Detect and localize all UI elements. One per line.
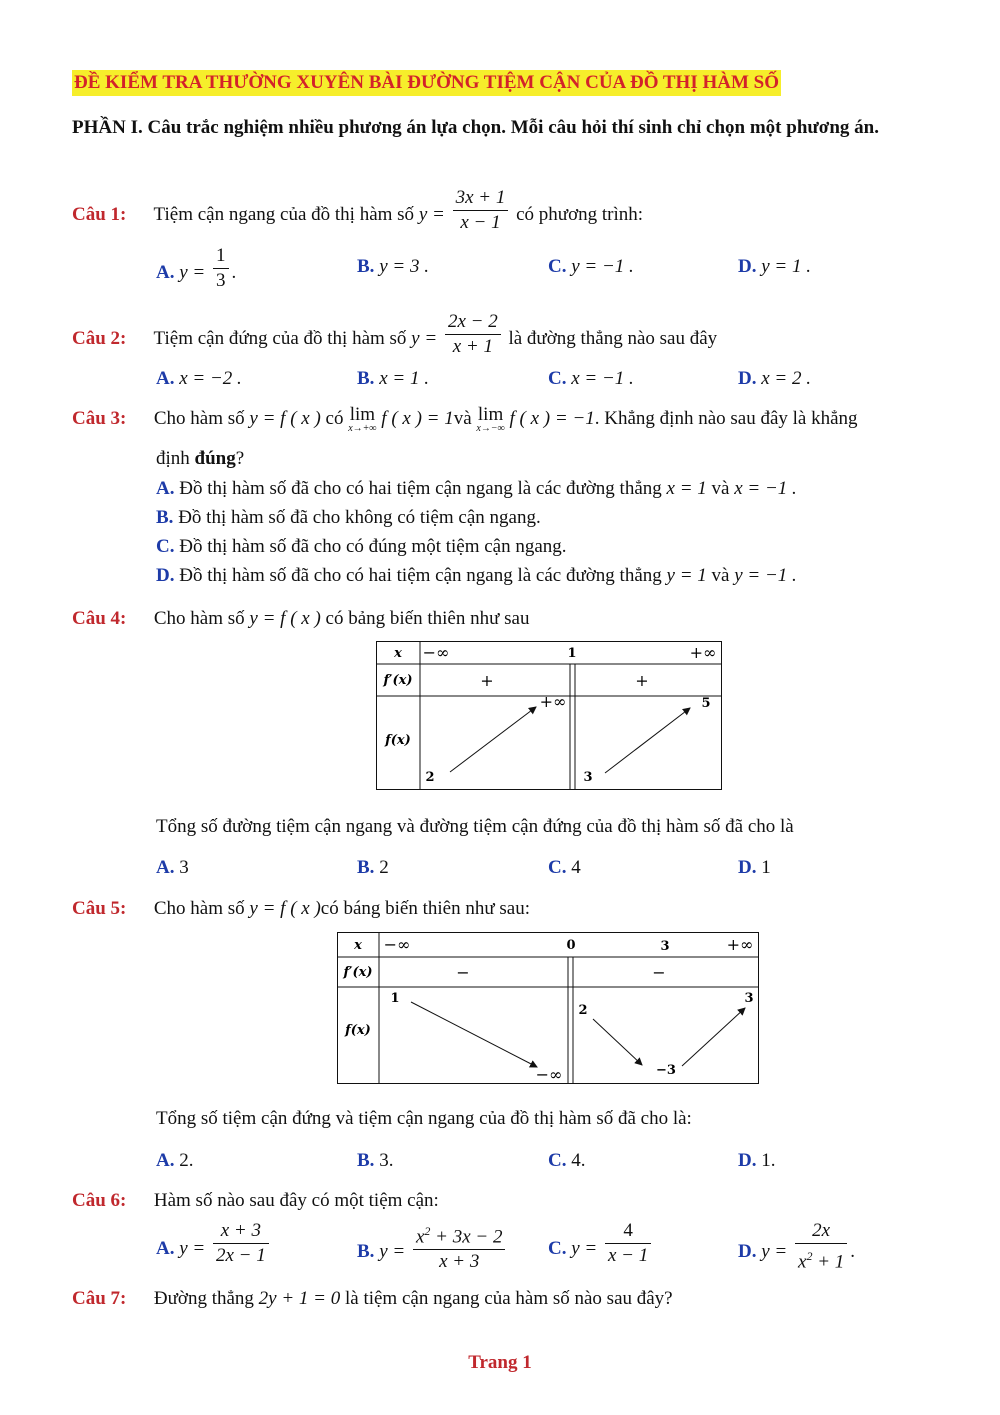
question-6 [72,1188,439,1214]
question-7 [72,1286,673,1312]
den-part: + 1 [812,1251,845,1273]
f-value: −∞ [535,1065,563,1084]
sign: + [635,671,649,690]
question-text: Cho hàm số [153,608,245,629]
q6-option-d[interactable] [738,1220,856,1274]
question-text: có báng biến thiên như sau: [320,898,531,919]
numerator: 2x [795,1219,847,1244]
option-text: Đồ thị hàm số đã cho có hai tiệm cận ngang là các đường thẳng [179,565,662,586]
x-value: +∞ [726,935,754,954]
q4-option-a[interactable] [156,855,189,881]
option-value: x = −2 . [179,368,242,389]
x-value: 0 [566,938,576,953]
q4-option-c[interactable] [548,855,581,881]
question-label: Câu 2: [72,327,127,349]
question-text: là đường thẳng nào sau đây [508,327,718,349]
option-value: y = 1 . [761,256,811,277]
q5-option-a[interactable] [156,1148,193,1174]
x-value: −∞ [422,643,450,662]
equation: 2y + 1 = 0 [258,1288,341,1309]
f-value: 5 [701,696,711,711]
option-letter: A. [156,478,175,499]
denominator: 3 [216,270,226,291]
option-letter: D. [738,1241,757,1263]
q3-option-b[interactable] [156,505,541,531]
f-value: −3 [656,1063,676,1078]
fraction [413,1219,506,1274]
sign: − [456,963,470,982]
option-letter: D. [738,857,757,878]
question-label: Câu 1: [72,203,127,225]
lim-subscript: x→−∞ [476,423,505,434]
q3-option-d[interactable] [156,563,797,589]
option-letter: B. [357,256,375,277]
punctuation: ? [235,448,245,469]
x-value: 3 [660,939,670,954]
num-part: x [415,1226,425,1248]
f-value: 2 [425,770,435,785]
lim-word: lim [349,404,376,425]
option-value: y = −1 . [571,256,634,277]
limit-minus-inf [476,406,504,434]
denominator: x − 1 [460,212,501,233]
option-text: Đồ thị hàm số đã cho không có tiệm cận ngang. [178,507,541,528]
option-letter: A. [156,1237,175,1259]
option-letter: A. [156,368,175,389]
question-5 [72,896,530,922]
fprime-label: f′(x) [383,673,413,688]
numerator: x + 3 [213,1219,269,1244]
q2-option-d[interactable] [738,366,811,392]
variation-table-q4 [376,641,722,791]
q1-option-d[interactable] [738,254,811,280]
q4-option-d[interactable] [738,855,771,881]
option-text: và [711,565,730,586]
option-letter: A. [156,1150,175,1171]
question-text: có phương trình: [516,203,644,225]
punctuation: . [231,261,237,283]
option-letter: C. [156,536,175,557]
function-expr: y = f ( x ) [249,898,321,919]
fraction [213,244,229,293]
x-value: −∞ [383,935,411,954]
numerator: 4 [605,1219,651,1244]
question-text: Cho hàm số [153,408,245,429]
question-text: Hàm số nào sau đây có một tiệm cận: [153,1190,439,1211]
question-3 [72,406,858,434]
option-text: Đồ thị hàm số đã cho có hai tiệm cận ngang là các đường thẳng [179,478,662,499]
question-text: định [156,448,195,469]
option-value: 1. [761,1150,776,1171]
option-letter: C. [548,368,567,389]
math-lhs: y = [418,203,445,225]
option-value: 4. [571,1150,586,1171]
option-letter: D. [738,1150,757,1171]
option-math: y = −1 . [734,565,797,586]
q4-question: Tổng số đường tiệm cận ngang và đường tiệm cận đứng của đồ thị hàm số đã cho là [156,816,794,837]
increase-arrow [605,708,690,773]
q5-option-c[interactable] [548,1148,585,1174]
den-part: x [798,1251,807,1273]
question-text: có [325,408,344,429]
question-label: Câu 3: [72,408,127,429]
q2-option-a[interactable] [156,366,242,392]
f-label: f(x) [345,1023,371,1038]
option-letter: B. [357,1241,375,1263]
q3-option-a[interactable] [156,476,797,502]
part-heading: PHẦN I. Câu trắc nghiệm nhiều phương án lựa chọn. Mỗi câu hỏi thí sinh chỉ chọn một phương án. [72,117,879,138]
denominator: x + 3 [439,1251,480,1273]
denominator [795,1244,847,1274]
limit-expr: f ( x ) = 1 [381,408,454,429]
option-math: x = 1 [666,478,707,499]
math-lhs: y = [379,1241,406,1263]
x-label: x [354,938,362,953]
math-lhs: y = [571,1237,598,1259]
denominator: 2x − 1 [216,1245,266,1266]
q3-option-c[interactable] [156,534,567,560]
page-number: Trang 1 [468,1352,532,1373]
option-letter: A. [156,261,175,283]
q5-question: Tổng số tiệm cận đứng và tiệm cận ngang của đồ thị hàm số đã cho là: [156,1108,692,1129]
f-label: f(x) [385,733,411,748]
math-lhs: y = [179,261,206,283]
fraction [213,1219,269,1268]
question-label: Câu 4: [72,608,127,629]
lim-word: lim [477,404,504,425]
option-value: 3 [179,857,189,878]
option-letter: D. [156,565,175,586]
q2-option-b[interactable] [357,366,429,392]
option-value: 3. [379,1150,394,1171]
decrease-arrow [411,1002,537,1067]
question-text: là tiệm cận ngang của hàm số nào sau đây? [344,1288,673,1309]
question-text: Tiệm cận ngang của đồ thị hàm số [153,203,415,225]
num-part: + 3x − 2 [430,1226,503,1248]
decrease-arrow [593,1019,642,1065]
option-letter: B. [357,857,375,878]
option-letter: C. [548,1150,567,1171]
f-value: 3 [583,770,593,785]
option-value: x = −1 . [571,368,634,389]
numerator [413,1219,506,1250]
sign: − [652,963,666,982]
increase-arrow [450,707,536,772]
option-letter: D. [738,256,757,277]
option-value: 2 [379,857,389,878]
lim-subscript: x→+∞ [348,423,377,434]
sign: + [480,671,494,690]
increase-arrow [682,1008,745,1066]
q1-option-a[interactable] [156,245,237,293]
option-value: y = 3 . [379,256,429,277]
fraction [795,1219,847,1274]
function-expr: y = f ( x ) [249,608,321,629]
punctuation: . [850,1241,856,1263]
question-1 [72,187,644,235]
f-value: 3 [744,991,754,1006]
question-4 [72,606,529,632]
function-expr: y = f ( x ) [249,408,321,429]
fraction [453,186,509,235]
question-label: Câu 6: [72,1190,127,1211]
question-3-line2 [156,446,244,472]
option-letter: D. [738,368,757,389]
option-value: 4 [571,857,581,878]
question-label: Câu 7: [72,1288,127,1309]
f-value: +∞ [539,692,567,711]
exponent: 2 [424,1224,431,1238]
question-text: Đường thẳng [153,1288,254,1309]
variation-table-q5 [337,932,759,1086]
option-value: 2. [179,1150,194,1171]
option-text: Đồ thị hàm số đã cho có đúng một tiệm cận ngang. [179,536,567,557]
exponent: 2 [806,1249,813,1263]
fraction [445,310,501,359]
option-letter: C. [548,256,567,277]
limit-plus-inf [348,406,376,434]
q6-option-a[interactable] [156,1220,272,1268]
fprime-label: f′(x) [343,965,373,980]
limit-expr: f ( x ) = −1 [509,408,595,429]
question-text: Tiệm cận đứng của đồ thị hàm số [153,327,407,349]
q5-option-d[interactable] [738,1148,775,1174]
q6-option-b[interactable] [357,1224,508,1274]
question-label: Câu 5: [72,898,127,919]
f-value: 1 [390,991,400,1006]
math-lhs: y = [179,1237,206,1259]
option-text: và [711,478,730,499]
question-2 [72,311,718,359]
option-value: x = 2 . [761,368,811,389]
option-letter: B. [357,1150,375,1171]
q2-option-c[interactable] [548,366,634,392]
table-border [338,933,759,1084]
q5-option-b[interactable] [357,1148,393,1174]
exam-title: ĐỀ KIỂM TRA THƯỜNG XUYÊN BÀI ĐƯỜNG TIỆM CẬN CỦA ĐỒ THỊ HÀM SỐ [72,70,781,96]
option-value: 1 [761,857,771,878]
option-letter: C. [548,857,567,878]
fraction [605,1219,651,1268]
emphasis: đúng [194,448,236,469]
option-math: y = 1 [666,565,707,586]
f-value: 2 [578,1003,588,1018]
numerator: 2x − 2 [445,310,501,335]
option-value: x = 1 . [379,368,429,389]
question-text: có bảng biến thiên như sau [325,608,530,629]
x-value: 1 [567,646,577,661]
q1-option-c[interactable] [548,254,634,280]
option-letter: B. [357,368,375,389]
denominator: x + 1 [452,336,493,357]
numerator: 3x + 1 [453,186,509,211]
math-lhs: y = [411,327,438,349]
question-text: . Khẳng định nào sau đây là khẳng [594,408,858,429]
option-letter: B. [156,507,174,528]
math-lhs: y = [761,1241,788,1263]
q1-option-b[interactable] [357,254,429,280]
q6-option-c[interactable] [548,1220,654,1268]
option-letter: A. [156,857,175,878]
question-text: và [453,408,472,429]
numerator: 1 [213,244,229,269]
x-label: x [394,646,402,661]
question-text: Cho hàm số [153,898,245,919]
denominator: x − 1 [608,1245,649,1266]
q4-option-b[interactable] [357,855,389,881]
x-value: +∞ [689,643,717,662]
option-letter: C. [548,1237,567,1259]
option-math: x = −1 . [734,478,797,499]
